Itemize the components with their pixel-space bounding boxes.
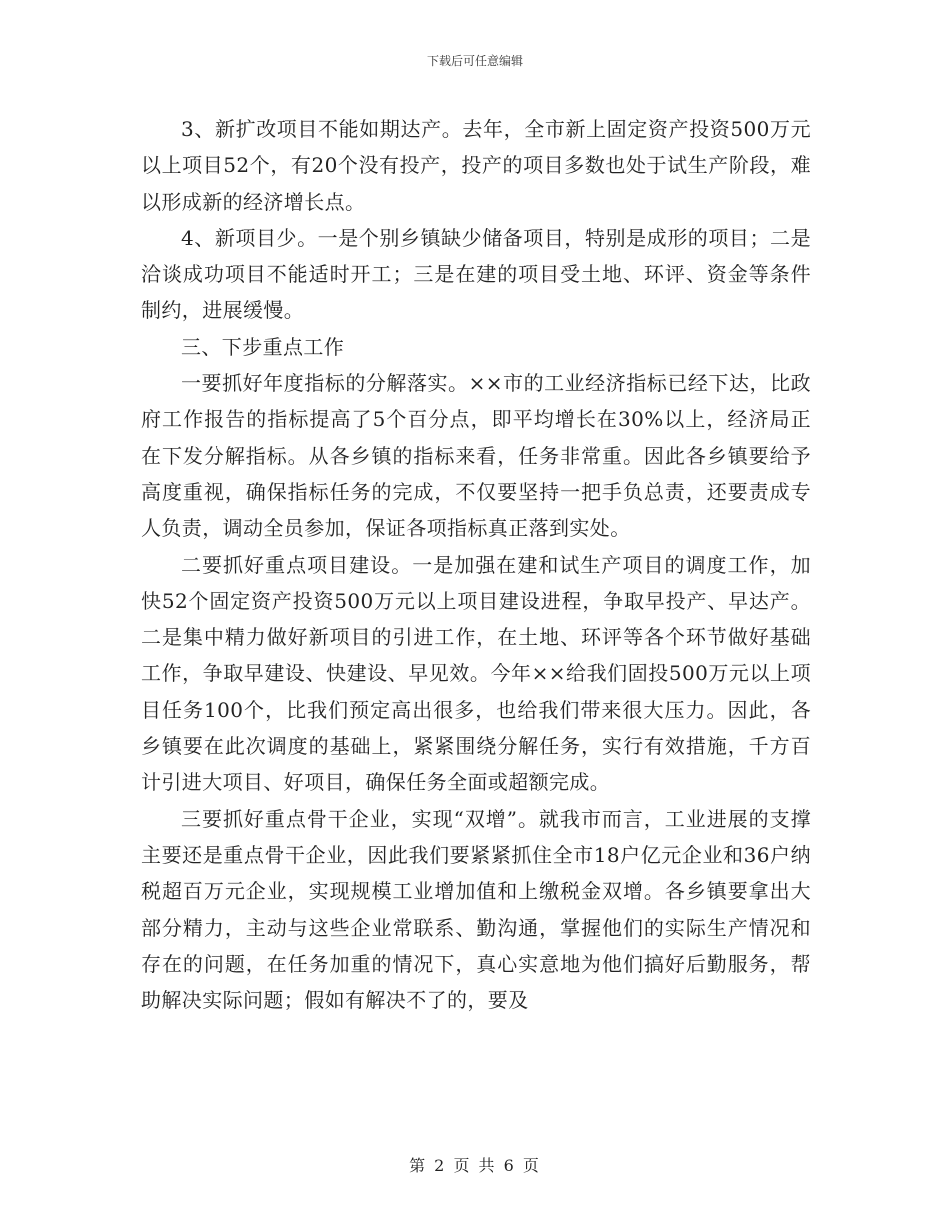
page-header: 下载后可任意编辑	[426, 54, 523, 68]
paragraph-new-expansion-projects: 3、新扩改项目不能如期达产。去年，全市新上固定资产投资500万元以上项目52个，有20个没有投产，投产的项目多数也处于试生产阶段，难以形成新的经济增长点。	[141, 117, 811, 214]
section-heading-next-steps: 三、下步重点工作	[181, 334, 345, 359]
paragraph-annual-targets: 一要抓好年度指标的分解落实。××市的工业经济指标已经下达，比政府工作报告的指标提高了5个百分点，即平均增长在30%以上，经济局正在下发分解指标。从各乡镇的指标来看，任务非常重。因此各乡镇要给予高度重视，确保指标任务的完成，不仅要坚持一把手负总责，还要责成专人负责，调动全员参加，保证各项指标真正落到实处。	[141, 371, 811, 541]
paragraph-few-new-projects: 4、新项目少。一是个别乡镇缺少储备项目，特别是成形的项目；二是洽谈成功项目不能适时开工；三是在建的项目受土地、环评、资金等条件制约，进展缓慢。	[141, 225, 811, 323]
document-body	[141, 111, 811, 1018]
paragraph-key-enterprises: 三要抓好重点骨干企业，实现“双增”。就我市而言，工业进展的支撑主要还是重点骨干企业，因此我们要紧紧抓住全市18户亿元企业和36户纳税超百万元企业，实现规模工业增加值和上缴税金双增。各乡镇要拿出大部分精力，主动与这些企业常联系、勤沟通，掌握他们的实际生产情况和存在的问题，在任务加重的情况下，真心实意地为他们搞好后勤服务，帮助解决实际问题；假如有解决不了的，要及	[141, 806, 811, 1013]
paragraph-key-projects: 二要抓好重点项目建设。一是加强在建和试生产项目的调度工作，加快52个固定资产投资500万元以上项目建设进程，争取早投产、早达产。二是集中精力做好新项目的引进工作，在土地、环评等各个环节做好基础工作，争取早建设、快建设、早见效。今年××给我们固投500万元以上项目任务100个，比我们预定高出很多，也给我们带来很大压力。因此，各乡镇要在此次调度的基础上，紧紧围绕分解任务，实行有效措施，千方百计引进大项目、好项目，确保任务全面或超额完成。	[141, 552, 811, 795]
page-footer: 第 2 页 共 6 页	[409, 1156, 541, 1175]
